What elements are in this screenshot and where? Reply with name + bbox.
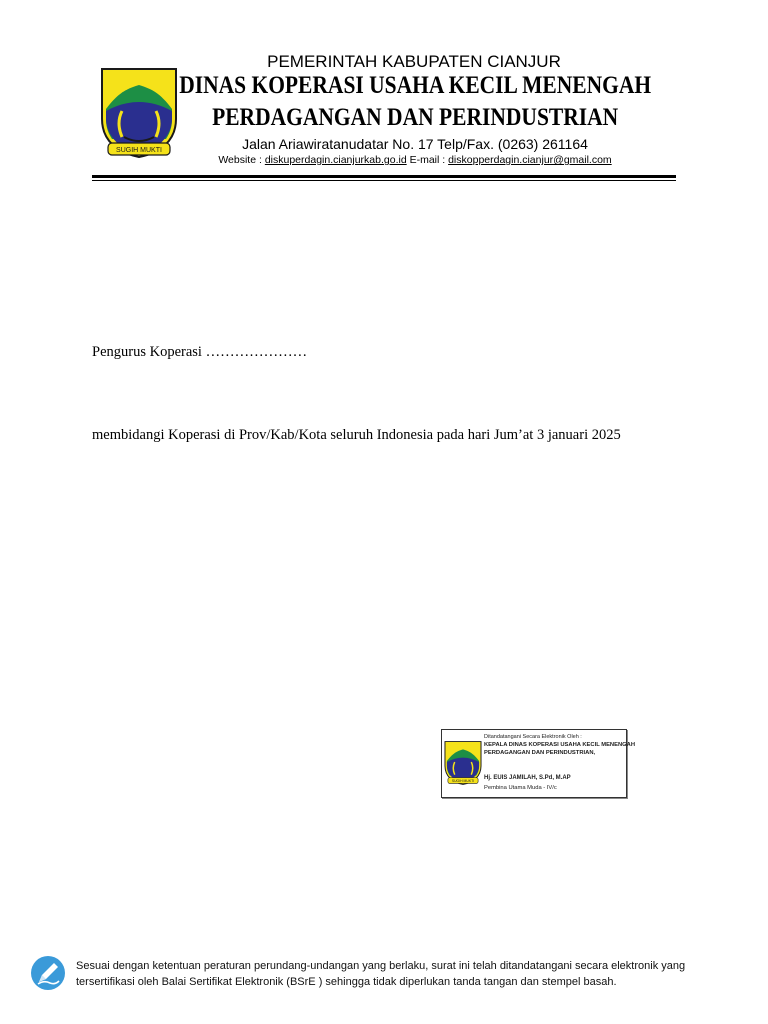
signer-rank: Pembina Utama Muda - IV/c: [484, 785, 557, 791]
header-rule-thick: [92, 175, 676, 178]
signer-title-line1: KEPALA DINAS KOPERASI USAHA KECIL MENENGAH: [484, 742, 636, 748]
website-label: Website :: [218, 154, 265, 166]
email-link[interactable]: diskopperdagin.cianjur@gmail.com: [448, 154, 612, 166]
website-link[interactable]: diskuperdagin.cianjurkab.go.id: [264, 154, 407, 166]
department-name-line1: DINAS KOPERASI USAHA KECIL MENENGAH: [179, 72, 652, 99]
bsre-pen-icon: [30, 955, 66, 991]
signer-name: Hj. EUIS JAMILAH, S.Pd, M.AP: [484, 775, 571, 781]
office-address: Jalan Ariawiratanudatar No. 17 Telp/Fax. (0263) 261164: [242, 136, 588, 152]
footer-notice-line2: tersertifikasi oleh Balai Sertifikat Elektronik (BSrE ) sehingga tidak diperlukan tanda tangan dan stempel basah.: [76, 976, 617, 988]
logo-motto: SUGIH MUKTI: [116, 147, 162, 154]
body-paragraph: membidangi Koperasi di Prov/Kab/Kota seluruh Indonesia pada hari Jum’at 3 januari 2025: [92, 427, 621, 443]
signed-by-label: Ditandatangani Secara Elektronik Oleh :: [484, 734, 582, 740]
header-rule-thin: [92, 180, 676, 181]
department-name-line2: PERDAGANGAN DAN PERINDUSTRIAN: [212, 104, 619, 131]
signer-title-line2: PERDAGANGAN DAN PERINDUSTRIAN,: [484, 750, 596, 756]
contact-line: [0, 154, 768, 166]
footer-notice-line1: Sesuai dengan ketentuan peraturan perundang-undangan yang berlaku, surat ini telah ditandatangani secara elektronik yang: [76, 960, 686, 972]
signature-logo: [444, 737, 482, 789]
email-label: E-mail :: [406, 154, 449, 166]
recipient-line: Pengurus Koperasi …………………: [92, 344, 308, 360]
signature-logo-motto: SUGIH MUKTI: [451, 779, 475, 783]
government-name: PEMERINTAH KABUPATEN CIANJUR: [267, 52, 561, 71]
